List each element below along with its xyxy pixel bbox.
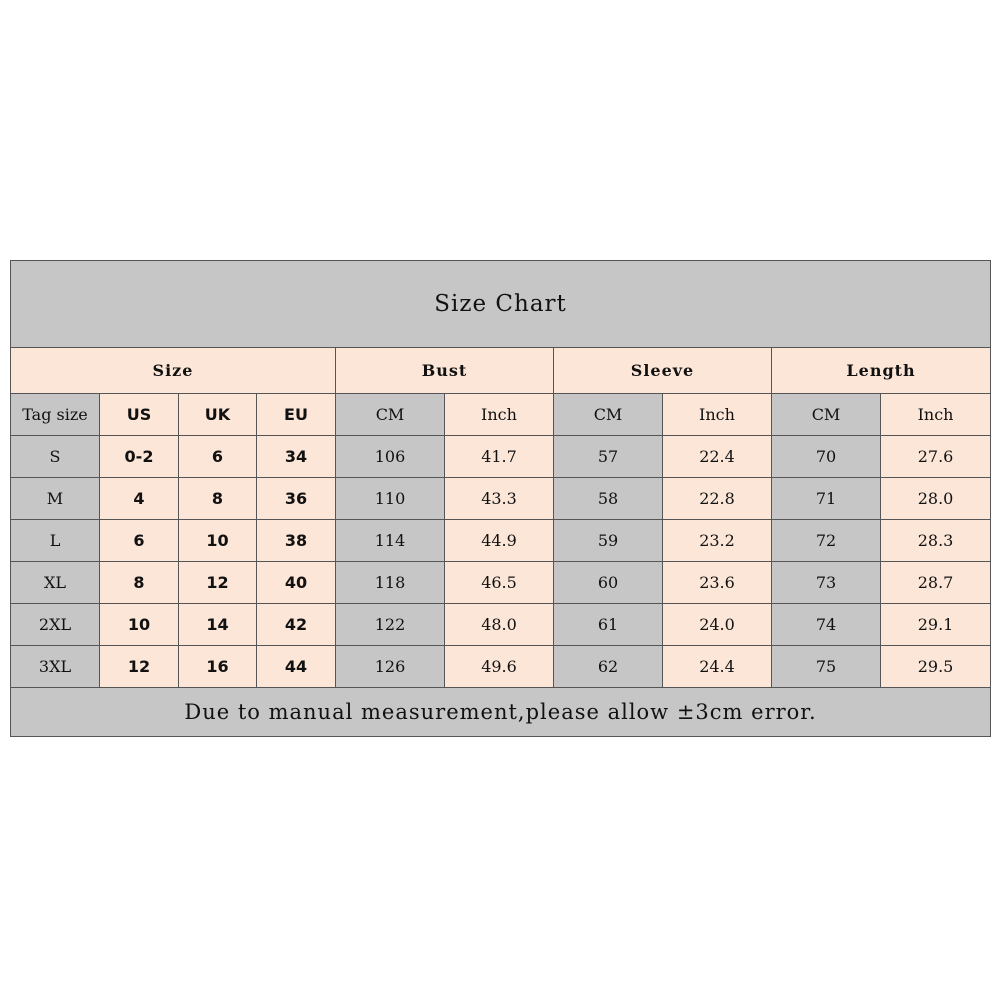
cell-tag-size: 2XL [11, 604, 100, 646]
cell-uk: 8 [179, 478, 257, 520]
cell-us: 0-2 [100, 436, 179, 478]
cell-length-inch: 27.6 [881, 436, 991, 478]
header-bust-cm: CM [336, 394, 445, 436]
cell-sleeve-cm: 62 [554, 646, 663, 688]
cell-uk: 10 [179, 520, 257, 562]
header-eu: EU [257, 394, 336, 436]
cell-bust-inch: 43.3 [445, 478, 554, 520]
cell-sleeve-cm: 60 [554, 562, 663, 604]
table-row [11, 520, 991, 562]
cell-tag-size: XL [11, 562, 100, 604]
header-bust-inch: Inch [445, 394, 554, 436]
cell-length-cm: 74 [772, 604, 881, 646]
cell-bust-cm: 118 [336, 562, 445, 604]
sub-header-row [11, 394, 991, 436]
cell-eu: 34 [257, 436, 336, 478]
header-tag-size: Tag size [11, 394, 100, 436]
cell-us: 8 [100, 562, 179, 604]
header-uk: UK [179, 394, 257, 436]
table-row [11, 478, 991, 520]
table-row [11, 436, 991, 478]
cell-sleeve-inch: 23.2 [663, 520, 772, 562]
cell-length-inch: 28.0 [881, 478, 991, 520]
cell-uk: 16 [179, 646, 257, 688]
table-row [11, 562, 991, 604]
cell-length-cm: 75 [772, 646, 881, 688]
header-length-cm: CM [772, 394, 881, 436]
cell-uk: 12 [179, 562, 257, 604]
group-length: Length [772, 348, 991, 394]
cell-eu: 42 [257, 604, 336, 646]
cell-length-inch: 29.1 [881, 604, 991, 646]
measurement-note: Due to manual measurement,please allow ±3cm error. [11, 688, 991, 737]
group-size: Size [11, 348, 336, 394]
cell-tag-size: L [11, 520, 100, 562]
cell-bust-cm: 126 [336, 646, 445, 688]
cell-us: 4 [100, 478, 179, 520]
cell-sleeve-cm: 58 [554, 478, 663, 520]
cell-bust-inch: 48.0 [445, 604, 554, 646]
cell-sleeve-cm: 59 [554, 520, 663, 562]
cell-sleeve-inch: 23.6 [663, 562, 772, 604]
cell-bust-inch: 49.6 [445, 646, 554, 688]
cell-eu: 36 [257, 478, 336, 520]
cell-us: 6 [100, 520, 179, 562]
cell-length-cm: 73 [772, 562, 881, 604]
cell-tag-size: 3XL [11, 646, 100, 688]
group-sleeve: Sleeve [554, 348, 772, 394]
cell-length-inch: 29.5 [881, 646, 991, 688]
header-sleeve-inch: Inch [663, 394, 772, 436]
cell-bust-cm: 114 [336, 520, 445, 562]
cell-tag-size: S [11, 436, 100, 478]
cell-bust-inch: 44.9 [445, 520, 554, 562]
cell-sleeve-cm: 57 [554, 436, 663, 478]
cell-uk: 14 [179, 604, 257, 646]
cell-uk: 6 [179, 436, 257, 478]
cell-tag-size: M [11, 478, 100, 520]
cell-sleeve-inch: 24.4 [663, 646, 772, 688]
table-row [11, 604, 991, 646]
cell-length-cm: 71 [772, 478, 881, 520]
size-chart-table [10, 260, 991, 737]
group-header-row [11, 348, 991, 394]
chart-title: Size Chart [11, 261, 991, 348]
cell-eu: 44 [257, 646, 336, 688]
cell-eu: 40 [257, 562, 336, 604]
cell-length-inch: 28.7 [881, 562, 991, 604]
header-length-inch: Inch [881, 394, 991, 436]
cell-us: 12 [100, 646, 179, 688]
cell-sleeve-inch: 22.8 [663, 478, 772, 520]
cell-sleeve-inch: 22.4 [663, 436, 772, 478]
group-bust: Bust [336, 348, 554, 394]
cell-bust-inch: 46.5 [445, 562, 554, 604]
cell-length-inch: 28.3 [881, 520, 991, 562]
cell-length-cm: 72 [772, 520, 881, 562]
header-us: US [100, 394, 179, 436]
cell-bust-cm: 122 [336, 604, 445, 646]
cell-sleeve-cm: 61 [554, 604, 663, 646]
cell-length-cm: 70 [772, 436, 881, 478]
cell-eu: 38 [257, 520, 336, 562]
cell-bust-inch: 41.7 [445, 436, 554, 478]
cell-bust-cm: 110 [336, 478, 445, 520]
header-sleeve-cm: CM [554, 394, 663, 436]
cell-sleeve-inch: 24.0 [663, 604, 772, 646]
cell-us: 10 [100, 604, 179, 646]
table-row [11, 646, 991, 688]
cell-bust-cm: 106 [336, 436, 445, 478]
